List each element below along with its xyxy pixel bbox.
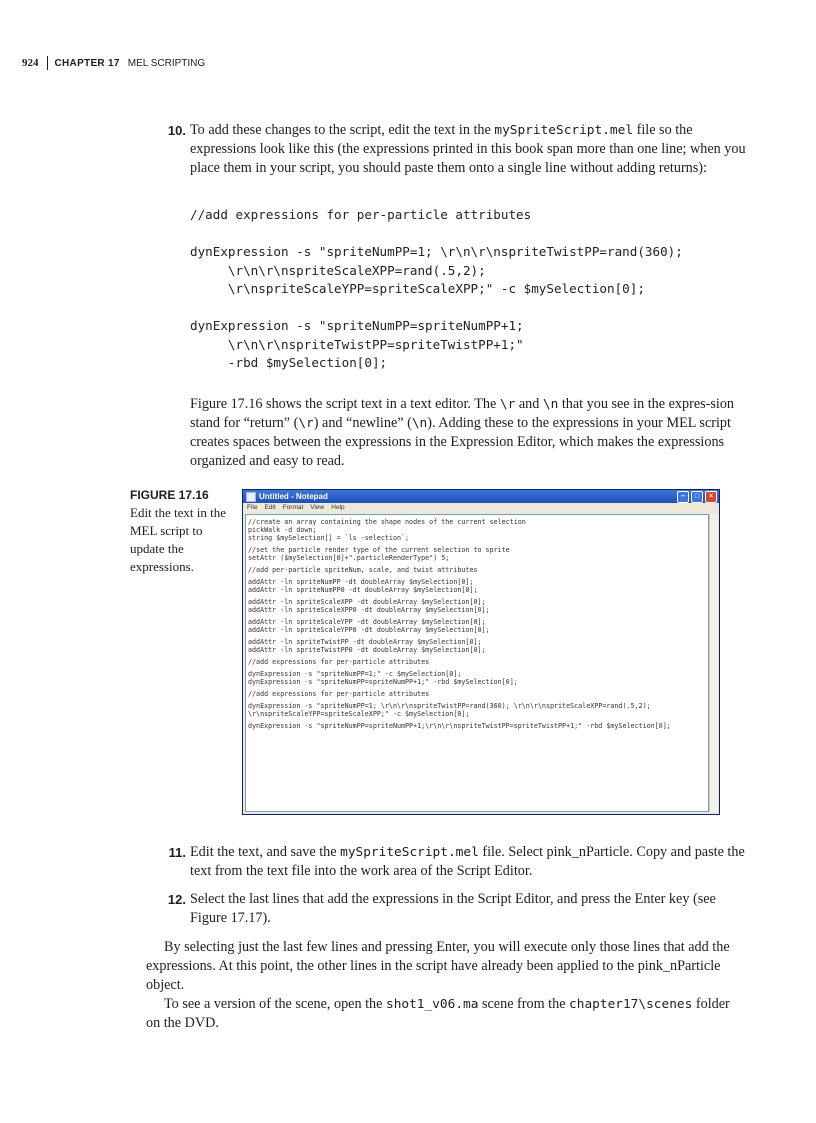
step-number: 10. [167, 123, 186, 138]
step-text: Edit the text, and save the mySpriteScript.mel file. Select pink_nParticle. Copy and paste the text from the text file into the work area of the Script Editor. [190, 844, 745, 879]
maximize-icon[interactable]: □ [691, 491, 703, 503]
paragraph-execute-lines: By selecting just the last few lines and pressing Enter, you will execute only those lines that add the expressions. At this point, the other lines in the script have already been applied to the pink_nParticle object. [146, 939, 730, 993]
menu-bar [243, 503, 719, 513]
editor-line: addAttr -ln spriteNumPP0 -dt doubleArray $mySelection[0]; [248, 586, 478, 594]
window-titlebar [243, 490, 719, 503]
step-12 [140, 890, 750, 928]
step-text: To add these changes to the script, edit the text in the mySpriteScript.mel file so the expressions look like this (the expressions printed in this book span more than one line; when you place them in your script, you should paste them onto a single line without adding returns): [190, 122, 746, 176]
code-block [190, 206, 683, 373]
running-header [22, 56, 205, 70]
editor-line: addAttr -ln spriteNumPP -dt doubleArray $mySelection[0]; [248, 578, 474, 586]
editor-line: setAttr ($mySelection[0]+".particleRenderType") 5; [248, 554, 450, 562]
editor-line: //add expressions for per-particle attributes [248, 690, 430, 698]
code-line: dynExpression -s "spriteNumPP=spriteNumPP+1; [190, 318, 524, 333]
step-number: 12. [167, 892, 186, 907]
step-text: Select the last lines that add the expressions in the Script Editor, and press the Enter key (see Figure 17.17). [190, 891, 716, 926]
code-line: \r\nspriteScaleYPP=spriteScaleXPP;" -c $mySelection[0]; [190, 281, 645, 296]
code-line [190, 299, 683, 318]
vertical-scrollbar[interactable] [709, 514, 718, 812]
editor-line: //add expressions for per-particle attributes [248, 658, 430, 666]
chapter-title: MEL SCRIPTING [127, 57, 206, 69]
menu-view[interactable]: View [310, 504, 325, 511]
figure-caption [130, 486, 238, 576]
editor-line: dynExpression -s "spriteNumPP=spriteNumPP+1;" -rbd $mySelection[0]; [248, 678, 518, 686]
code-line: \r\n\r\nspriteScaleXPP=rand(.5,2); [190, 262, 486, 278]
editor-line: //create an array containing the shape nodes of the current selection [248, 518, 526, 526]
inline-filename: mySpriteScript.mel [494, 123, 634, 138]
editor-line: addAttr -ln spriteTwistPP -dt doubleArray $mySelection[0]; [248, 638, 482, 646]
editor-line: addAttr -ln spriteTwistPP0 -dt doubleArray $mySelection[0]; [248, 646, 486, 654]
page-number: 924 [22, 57, 39, 69]
editor-line: //set the particle render type of the current selection to sprite [248, 546, 510, 554]
editor-line: addAttr -ln spriteScaleYPP -dt doubleArray $mySelection[0]; [248, 618, 486, 626]
editor-line: //add per-particle spriteNum, scale, and twist attributes [248, 566, 478, 574]
inline-folder: chapter17\scenes [569, 997, 693, 1012]
editor-line: dynExpression -s "spriteNumPP=1; \r\n\r\nspriteTwistPP=rand(360); \r\n\r\nspriteScaleXPP=rand(.5,2); [248, 702, 651, 710]
editor-line: \r\nspriteScaleYPP=spriteScaleXPP;" -c $mySelection[0]; [248, 710, 470, 718]
editor-line: pickWalk -d down; [248, 526, 317, 534]
editor-line: dynExpression -s "spriteNumPP=spriteNumPP+1;\r\n\r\nspriteTwistPP=spriteTwistPP+1;" -rbd $mySelection[0]; [248, 722, 671, 730]
inline-filename: shot1_v06.ma [385, 997, 479, 1012]
close-icon[interactable]: × [705, 491, 717, 503]
step-number: 11. [168, 845, 186, 860]
notepad-window [242, 489, 720, 815]
text-editor-area[interactable] [245, 514, 709, 812]
chapter-label: CHAPTER 17 [54, 57, 120, 69]
inline-filename: mySpriteScript.mel [340, 845, 479, 860]
caption-text: Edit the text in the MEL script to update the expressions. [130, 505, 227, 574]
code-line [190, 225, 683, 244]
menu-file[interactable]: File [247, 504, 258, 511]
notepad-icon [246, 492, 256, 502]
window-title: Untitled - Notepad [259, 492, 328, 501]
minimize-icon[interactable]: – [677, 491, 689, 503]
menu-format[interactable]: Format [282, 504, 304, 511]
code-line: //add expressions for per-particle attributes [190, 207, 532, 222]
editor-line: string $mySelection[] = `ls -selection`; [248, 534, 410, 542]
code-line: dynExpression -s "spriteNumPP=1; \r\n\r\nspriteTwistPP=rand(360); [190, 244, 683, 259]
step-11 [140, 843, 750, 881]
code-line: \r\n\r\nspriteTwistPP=spriteTwistPP+1;" [190, 336, 524, 352]
step-10 [140, 121, 750, 178]
paragraph-scene-reference: To see a version of the scene, open the shot1_v06.ma scene from the chapter17\scenes folder on the DVD. [146, 996, 730, 1031]
editor-line: addAttr -ln spriteScaleXPP -dt doubleArray $mySelection[0]; [248, 598, 486, 606]
code-line: -rbd $mySelection[0]; [190, 355, 388, 370]
editor-line: dynExpression -s "spriteNumPP=1;" -c $mySelection[0]; [248, 670, 462, 678]
paragraph-figure-reference: Figure 17.16 shows the script text in a text editor. The \r and \n that you see in the expres-sion stand for “return” (\r) and “newline” (\n). Adding these to the expressions in your MEL script creates spaces between the expressions in the Expression Editor, which makes the expressions organized and easy to read. [190, 396, 735, 469]
menu-edit[interactable]: Edit [264, 504, 276, 511]
figure-label: FIGURE 17.16 [130, 488, 209, 502]
editor-line: addAttr -ln spriteScaleXPP0 -dt doubleArray $mySelection[0]; [248, 606, 490, 614]
editor-line: addAttr -ln spriteScaleYPP0 -dt doubleArray $mySelection[0]; [248, 626, 490, 634]
menu-help[interactable]: Help [331, 504, 345, 511]
